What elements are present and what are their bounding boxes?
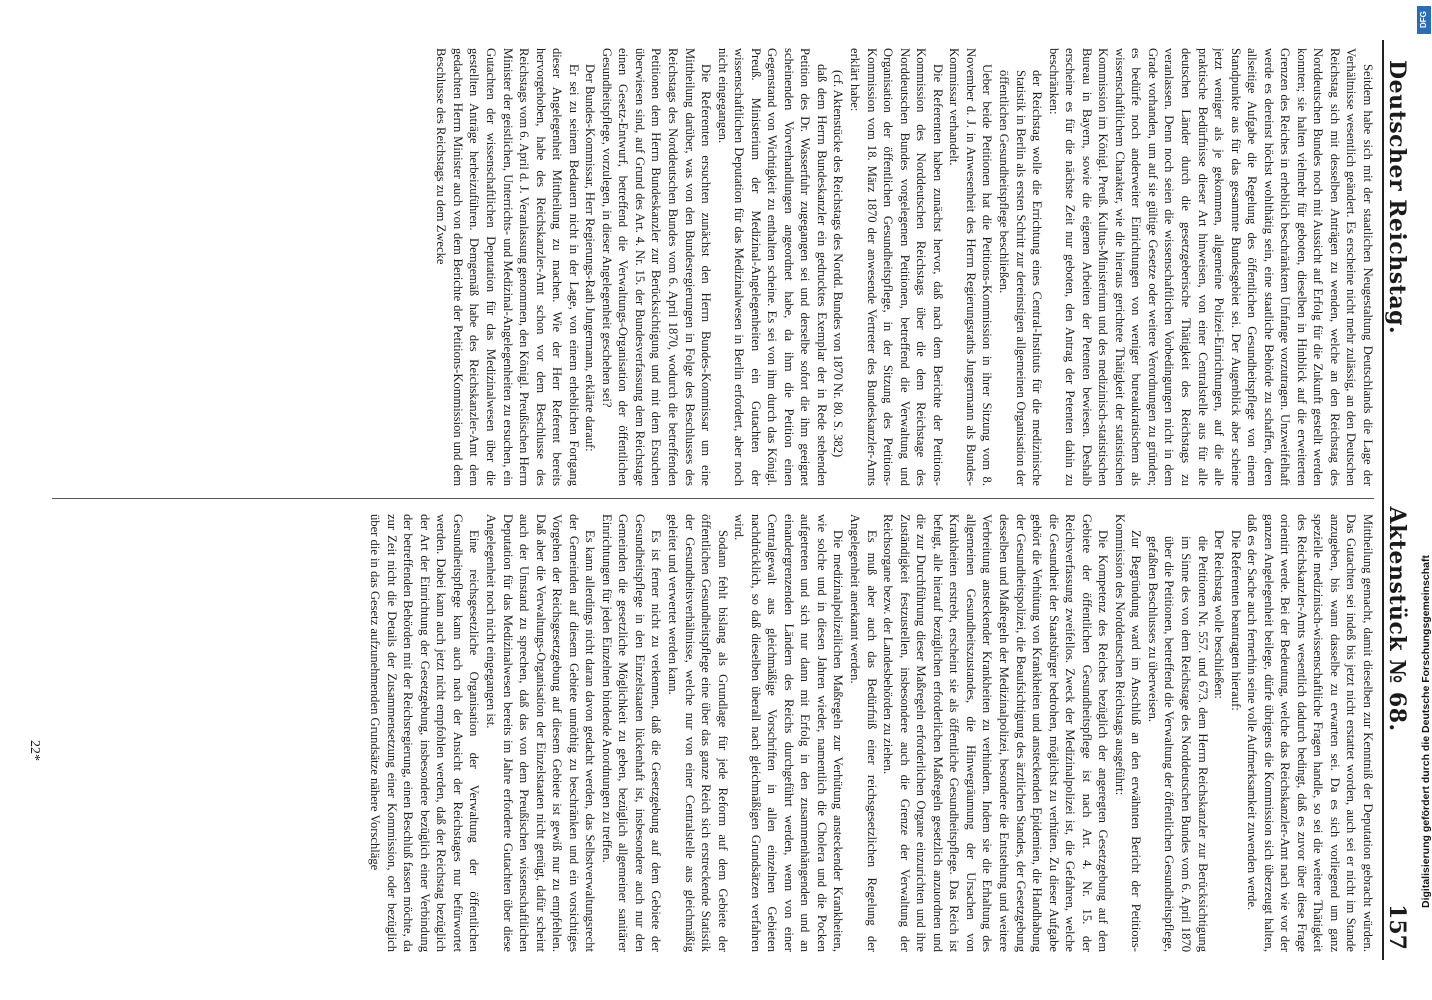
paragraph: der Reichstag wolle die Errichtung eines Central-Instituts für die medizinische Statistik in Berlin als ersten Schritt zur dereinstigen allgemeinen Organisation der öffentlichen Gesundheitspflege beschließen. [996,70,1045,486]
paragraph: Es ist ferner nicht zu verkennen, daß die Gesetzgebung auf dem Gebiete der Gesundheitspflege in den Einzelstaaten lückenhaft ist, insbesondere auch nur den Gemeinden die gesetzliche Möglichkeit zu geben, bezüglich allgemeiner sanitärer Einrichtungen für jeden Einzelnen bindende Anordnungen zu treffen. [599,514,664,952]
paragraph: (cf. Aktenstücke des Reichstags des Nordd. Bundes von 1870 Nr. 80. S. 382) [831,70,846,458]
header-document-number: Aktenstück № 68. [1384,506,1410,732]
paragraph: Die Kompetenz des Reiches bezüglich der angeregten Gesetzgebung auf dem Gebiete der öffentlichen Gesundheitspflege ist nach Art. 4. Nr. 15. der Reichsverfassung zweifellos. Zweck der Medizinalpolizei ist, die Gefahren, welche die Gesundheit der Staatsbürger bedrohen, möglichst zu verhüten. Zu dieser Aufgabe gehört die Verhütung von Krankheiten und ansteckenden Epidemien, die Handhabung der Gesundheitspolizei, die Beaufsichtigung des ärztlichen Standes, der Gesetzgebung desselben und Maßregeln der Medizinalpolizei, besondere die Entstehung und weitere Verbreitung ansteckender Krankheiten zu verhindern. Indem sie die Erhaltung des allgemeinen Gesundheitszustandes, die Hinwegräumung der Ursachen von Krankheiten erstrebt, erscheint sie als öffentliche Gesundheitspflege. Das Reich ist befugt, alle hierauf bezüglichen erforderlichen Maßregeln gesetzlich anzuordnen und die zur Durchführung dieser Maßregeln erforderlichen Organe einzurichten und ihre Zuständigkeit festzustellen, insbesondere auch die Grenze der Verwaltung der Reichsorgane bezw. der Landesbehörden zu ziehen. [881,514,1111,952]
paragraph: Seitdem habe sich mit der staatlichen Neugestaltung Deutschlands die Lage der Verhältnisse wesentlich geändert. Es erscheine nicht mehr zulässig, an den Deutschen Reichstag sich mit desselben Anträgen zu wenden, welche an den Reichstag des Norddeutschen Bundes noch mit Aussicht auf Erfolg für die Zukunft gestellt werden konnten; sie halten vielmehr für geboten, dieselben in Hinblick auf die erweiterten Grenzen des Reiches in erheblich beschränktem Umfange vorzutragen. Unzweifelhaft werde es dereinst höchst wohlthätig sein, eine staatliche Behörde zu schaffen, deren allseitige Aufgabe die Regelung des öffentlichen Gesundheitspflege von einem Standpunkte aus für das gesammte Bundesgebiet sei. Der Augenblick aber scheine jetzt weniger als je gekommen, allgemeine Polizei-Einrichtungen, auf die alle praktische Bedürfnisse dieser Art hinweisen, von einer Centralstelle aus für alle deutschen Länder durch die gesetzgeberische Thätigkeit des Reichstags zu veranlassen. Denn noch seien die wissenschaftlichen Vorbedingungen nicht in dem Grade vorhanden, um auf sie gültige Gesetze oder weitere Verordnungen zu gründen; es bedürfe noch anderweiter Einrichtungen von weniger bureaukratischem als wissenschaftlichem Charakter, wie die hieraus gerichtete Thätigkeit der statistischen Kommission im Königl. Preuß. Kultus-Ministerium und des medizinisch-statistischen Bureau in Bayern, sowie die eigenen Arbeiten der Petenten bewiesen. Deshalb erscheine es für die nächste Zeit nur geboten, den Antrag der Petenten dahin zu beschränken: [1046,48,1375,486]
column-divider [52,498,1374,499]
paragraph: Mittheilung gemacht, damit dieselben zur Kenntniß der Deputation gebracht würden. Das Gutachten sei indeß bis jetzt nicht erstattet worden, auch sei er nicht im Stande anzugeben, bis wann dasselbe zu erwarten sei. Da es sich vorliegend um ganz spezielle medizinisch-wissenschaftliche Fragen handle, so sei die weitere Thätigkeit des Reichskanzler-Amts wesentlich dadurch bedingt, daß es zuvor über diese Frage orientirt werde. Bei der Bedeutung, welche das Reichskanzler-Amt nach wie vor der ganzen Angelegenheit beilege, dürfe übrigens die Kommission sich überzeugt halten, daß es der Sache auch fernerhin seine volle Aufmerksamkeit zuwenden werde. [1245,514,1375,952]
paragraph: Der Bundes-Kommissar, Herr Regierungs-Rath Jungermann, erklärte darauf: [583,64,598,452]
header-title: Deutscher Reichstag. [1384,60,1410,335]
paragraph: Es muß aber auch das Bedürfniß einer reichsgesetzlichen Regelung der Angelegenheit anerkannt werden. [848,514,879,952]
paragraph: Die Referenten haben zunächst hervor, daß nach dem Berichte der Petitions-Kommission des Norddeutschen Reichstags über die dem Reichstage des Norddeutschen Bundes vorgelegenen Petitionen, betreffend die Verwaltung und Organisation der öffentlichen Gesundheitspflege, in der Sitzung des Petitions-Kommission vom 18. März 1870 der anwesende Vertreter des Bundeskanzler-Amts erklärt habe: [848,48,945,486]
signature-mark: 22* [27,740,42,761]
page-number: 157 [1384,904,1410,950]
paragraph: Eine reichsgesetzliche Organisation der Verwaltung der öffentlichen Gesundheitspflege kann auch nach der Ansicht der Reichstages nur befürwortet werden. Dabei kann auch jetzt nicht empfohlen werden, daß der Reichstag bezüglich der Art der Einrichtung der Gesetzgebung, insbesondere bezüglich einer Verbindung der betreffenden Behörden mit der Reichsregierung, einen Beschluß fassen möchte, da zur Zeit nicht die Details der Zusammensetzung einer Kommission, oder bezüglich über die in das Gesetz aufzunehmenden Grundsätze nähere Vorschläge [368,514,482,952]
paragraph: Sodann fehlt bislang als Grundlage für jede Reform auf dem Gebiete der öffentlichen Gesundheitspflege eine über das ganze Reich sich erstreckende Statistik der Gesundheitsverhältnisse, welche nur von einer Centralstelle aus gleichmäßig geleitet und verwertet werden kann. [666,514,730,952]
paragraph: die Petitionen Nr. 557. und 673. dem Herrn Reichskanzler zur Berücksichtigung im Sinne des von dem Reichstage des Norddeutschen Bundes vom 6. April 1870 über die Petitionen, betreffend die Verwaltung der öffentlichen Gesundheitspflege, gefaßten Beschlusses zu überweisen. [1145,536,1210,952]
side-credit-strip [1416,0,1432,1000]
paragraph: Zur Begründung ward im Anschluß an den erwähnten Bericht der Petitions-Kommission des Norddeutschen Reichstags ausgeführt: [1112,514,1144,952]
paragraph: Der Reichstag wolle beschließen: [1212,530,1227,699]
dfg-logo: DFG [1417,6,1431,34]
right-column [46,514,1376,952]
side-credit-text: Digitalisierung gefördert durch die Deutsche Forschungsgemeinschaft [1420,555,1432,908]
paragraph: Es kann allerdings nicht daran davon gedacht werden, das Selbstverwaltungsrecht der Gemeinden auf diesem Gebiete unnöthig zu beschränken und ein vorsichtiges Vorgehen der Reichsgesetzgebung auf diesem Gebiete ist gewiß nur zu empfehlen. Daß aber die Verwaltungs-Organisation der Einzelstaaten nicht genügt, dafür scheint auch der Umstand zu sprechen, daß das von dem Preußischen wissenschaftlichen Deputation für das Medizinalwesen bereits im Jahre erforderte Gutachten über diese Angelegenheit noch nicht eingegangen ist. [484,514,598,952]
paragraph: Die Referenten beantragten hierauf: [1228,530,1243,711]
paragraph: daß dem Herrn Bundeskanzler ein gedrucktes Exemplar der in Rede stehenden Petition des Dr. Wasserfuhr zugegangen sei und derselbe sofort die ihm geeignet scheinenden Vorverhandlungen angeordnet habe, da ihm die Petition einen Gegenstand von Wichtigkeit zu enthalten scheine. Es sei von ihm durch das Königl. Preuß. Ministerium der Medizinal-Angelegenheiten ein Gutachten der wissenschaftlichen Deputation für das Medizinalwesen in Berlin erfordert, aber noch nicht eingegangen. [715,48,829,486]
paragraph: Die medizinalpolizeilichen Maßregeln zur Verhütung ansteckender Krankheiten, wie solche und in diesen Jahren wieder, namentlich die Cholera und die Pocken aufgetreten und sich nur dann mit Erfolg in den zusammenhängenden und an einandergrenzenden Ländern des Reichs durchgeführt werden, wenn von einer Centralgewalt aus gleichmäßige Vorschriften in allen einzelnen Gebieten nachdrücklich, so daß dieselben überall nach gleichmäßigen Grundsätzen verfahren wird. [732,514,846,952]
paragraph: Die Referenten ersuchten zunächst den Herrn Bundes-Kommissar um eine Mittheilung darüber, was von den Bundesregierungen in Folge des Beschlusses des Reichstags des Norddeutschen Bundes vom 6. April 1870, wodurch die betreffenden Petitionen dem Herrn Bundeskanzler zur Berücksichtigung und mit dem Ersuchen überwiesen sind, auf Grund des Art. 4. Nr. 15. der Bundesverfassung dem Reichstage einen Gesetz-Entwurf, betreffend die Verwaltungs-Organisation der öffentlichen Gesundheitspflege, vorzulegen, in dieser Angelegenheit geschehen sei? [599,48,714,486]
left-column [46,48,1376,486]
paragraph: Ueber beide Petitionen hat die Petitions-Kommission in ihrer Sitzung vom 8. November d. J. in Anwesenheit des Herrn Regierungsraths Jungermann als Bundes-Kommissar verhandelt. [947,48,995,486]
paragraph: Er sei zu seinem Bedauern nicht in der Lage, von einem erheblichen Fortgang dieser Angelegenheit Mittheilung zu machen. Wie der Herr Referent bereits hervorgehoben, habe des Reichskanzler-Amt schon vor dem Beschlusse des Reichstags vom 6. April d. J. Veranlassung genommen, den Königl. Preußischen Herrn Minister der geistlichen, Unterrichts- und Medizinal-Angelegenheiten zu ersuchen, ein Gutachten der wissenschaftlichen Deputation für das Medizinalwesen über die gestellten Anträge herbeizuführen. Demgemäß habe des Reichskanzler-Amt dem gedachten Herrn Minister auch von dem Berichte der Petitions-Kommission und dem Beschlusse des Reichstags zu dem Zwecke [434,48,581,486]
